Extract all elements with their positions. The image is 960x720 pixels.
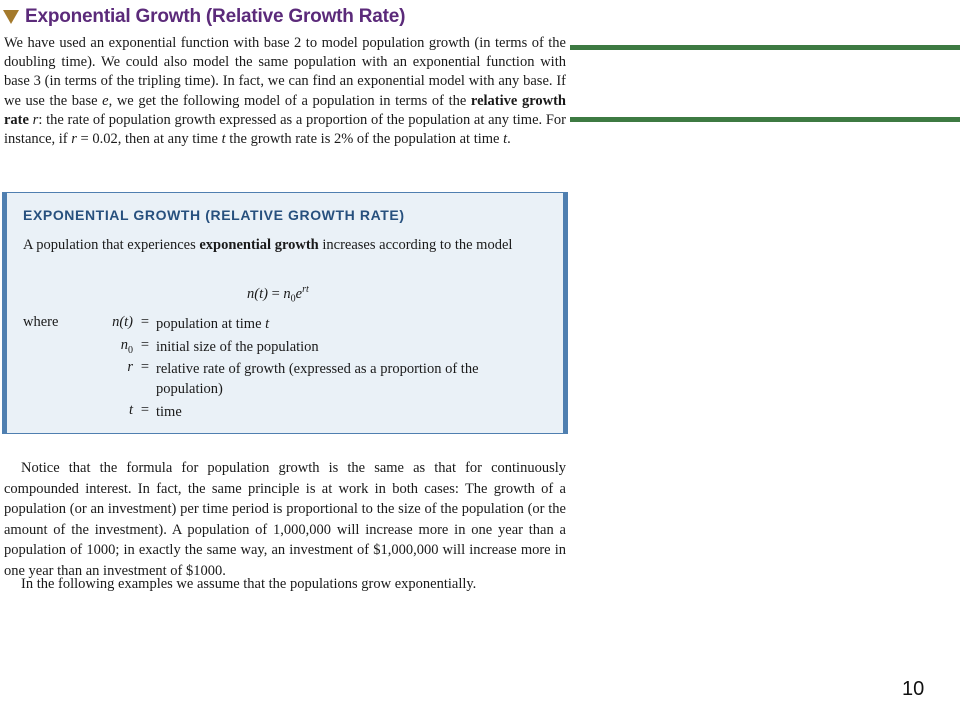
definition-symbol-text: n	[120, 337, 128, 353]
definition-text	[152, 359, 526, 399]
green-rule-top	[570, 45, 960, 50]
definition-text-body: time	[156, 404, 182, 420]
formula-e: e	[295, 285, 303, 302]
relative-growth-rate-term: relative growth rate	[4, 92, 566, 128]
intro-text-1: We have used an exponential function with base 2 to model population growth (in terms of the doubling time). We could also model the same population with an exponential function with base 3 (in terms of the tripling time). In fact, we can find an exponential model with any base. If we use the base	[4, 35, 566, 109]
intro-text-3: : the rate of population growth expressed as a proportion of the population at any time. For instance, if	[4, 111, 567, 148]
definition-text	[152, 402, 526, 422]
definition-text-body: initial size of the population	[156, 339, 319, 355]
definition-intro-text-1: A population that experiences	[23, 237, 200, 253]
definition-equals: =	[140, 402, 150, 418]
definition-text-body: relative rate of growth (expressed as a proportion of the population)	[156, 361, 479, 397]
r-variable-example: r	[71, 131, 77, 148]
definition-box-title: EXPONENTIAL GROWTH (RELATIVE GROWTH RATE)	[23, 207, 405, 223]
intro-text-2: , we get the following model of a population in terms of the	[108, 92, 471, 109]
definition-intro	[23, 235, 543, 255]
r-variable: r	[32, 111, 39, 128]
formula-exponent: rt	[302, 284, 309, 295]
definition-row-t	[23, 402, 558, 422]
definition-equals: =	[140, 359, 150, 375]
definition-row-nt	[23, 314, 558, 334]
definition-text-body: population at time	[156, 316, 266, 332]
growth-formula	[247, 284, 309, 305]
notice-paragraph	[4, 458, 566, 582]
definition-text-var: t	[265, 316, 270, 332]
section-heading	[3, 4, 405, 30]
examples-intro-paragraph	[4, 574, 566, 594]
definition-text	[152, 314, 526, 334]
intro-text-5: the growth rate is 2% of the population at time	[225, 131, 504, 148]
exponential-growth-term: exponential growth	[199, 237, 319, 253]
formula-subscript: 0	[290, 293, 296, 305]
definition-symbol-text: t	[128, 402, 133, 418]
t-variable: t	[221, 131, 226, 148]
definition-symbol	[23, 314, 138, 331]
green-rule-bottom	[570, 117, 960, 122]
definition-symbol	[23, 337, 138, 356]
definition-symbol-text: n(t)	[112, 314, 133, 330]
definition-equals: =	[140, 337, 150, 353]
intro-text-4: = 0.02, then at any time	[76, 131, 222, 148]
section-title: Exponential Growth (Relative Growth Rate)	[25, 6, 406, 27]
definition-intro-text-2: increases according to the model	[318, 237, 513, 253]
definition-symbol-text: r	[127, 359, 133, 375]
page-number: 10	[902, 678, 925, 700]
t-variable-2: t	[503, 131, 508, 148]
definition-symbol-subscript: 0	[128, 344, 133, 356]
examples-intro-text: In the following examples we assume that the populations grow exponentially.	[21, 576, 477, 592]
definition-symbol	[23, 402, 138, 419]
definition-symbol	[23, 359, 138, 376]
definition-box	[2, 192, 568, 434]
intro-paragraph	[4, 34, 566, 149]
definition-text	[152, 337, 526, 357]
definition-row-n0	[23, 337, 558, 357]
definition-equals: =	[140, 314, 150, 330]
triangle-down-icon	[3, 10, 19, 24]
where-label: where	[23, 314, 59, 330]
base-e: e	[102, 92, 109, 109]
definition-row-r	[23, 359, 558, 399]
notice-text: Notice that the formula for population growth is the same as that for continuously compounded interest. In fact, the same principle is at work in both cases: The growth of a population (or an investment) per time period is proportional to the size of the population (or the amount of the investment). A population of 1,000,000 will increase more in one year than a population of 1000; in exactly the same way, an investment of $1,000,000 will increase more in one year than an investment of $1000.	[4, 460, 566, 579]
formula-n: n	[283, 285, 291, 302]
intro-text-6: .	[507, 131, 511, 148]
formula-lhs: n(t)	[247, 285, 268, 302]
formula-equals: =	[271, 285, 280, 302]
